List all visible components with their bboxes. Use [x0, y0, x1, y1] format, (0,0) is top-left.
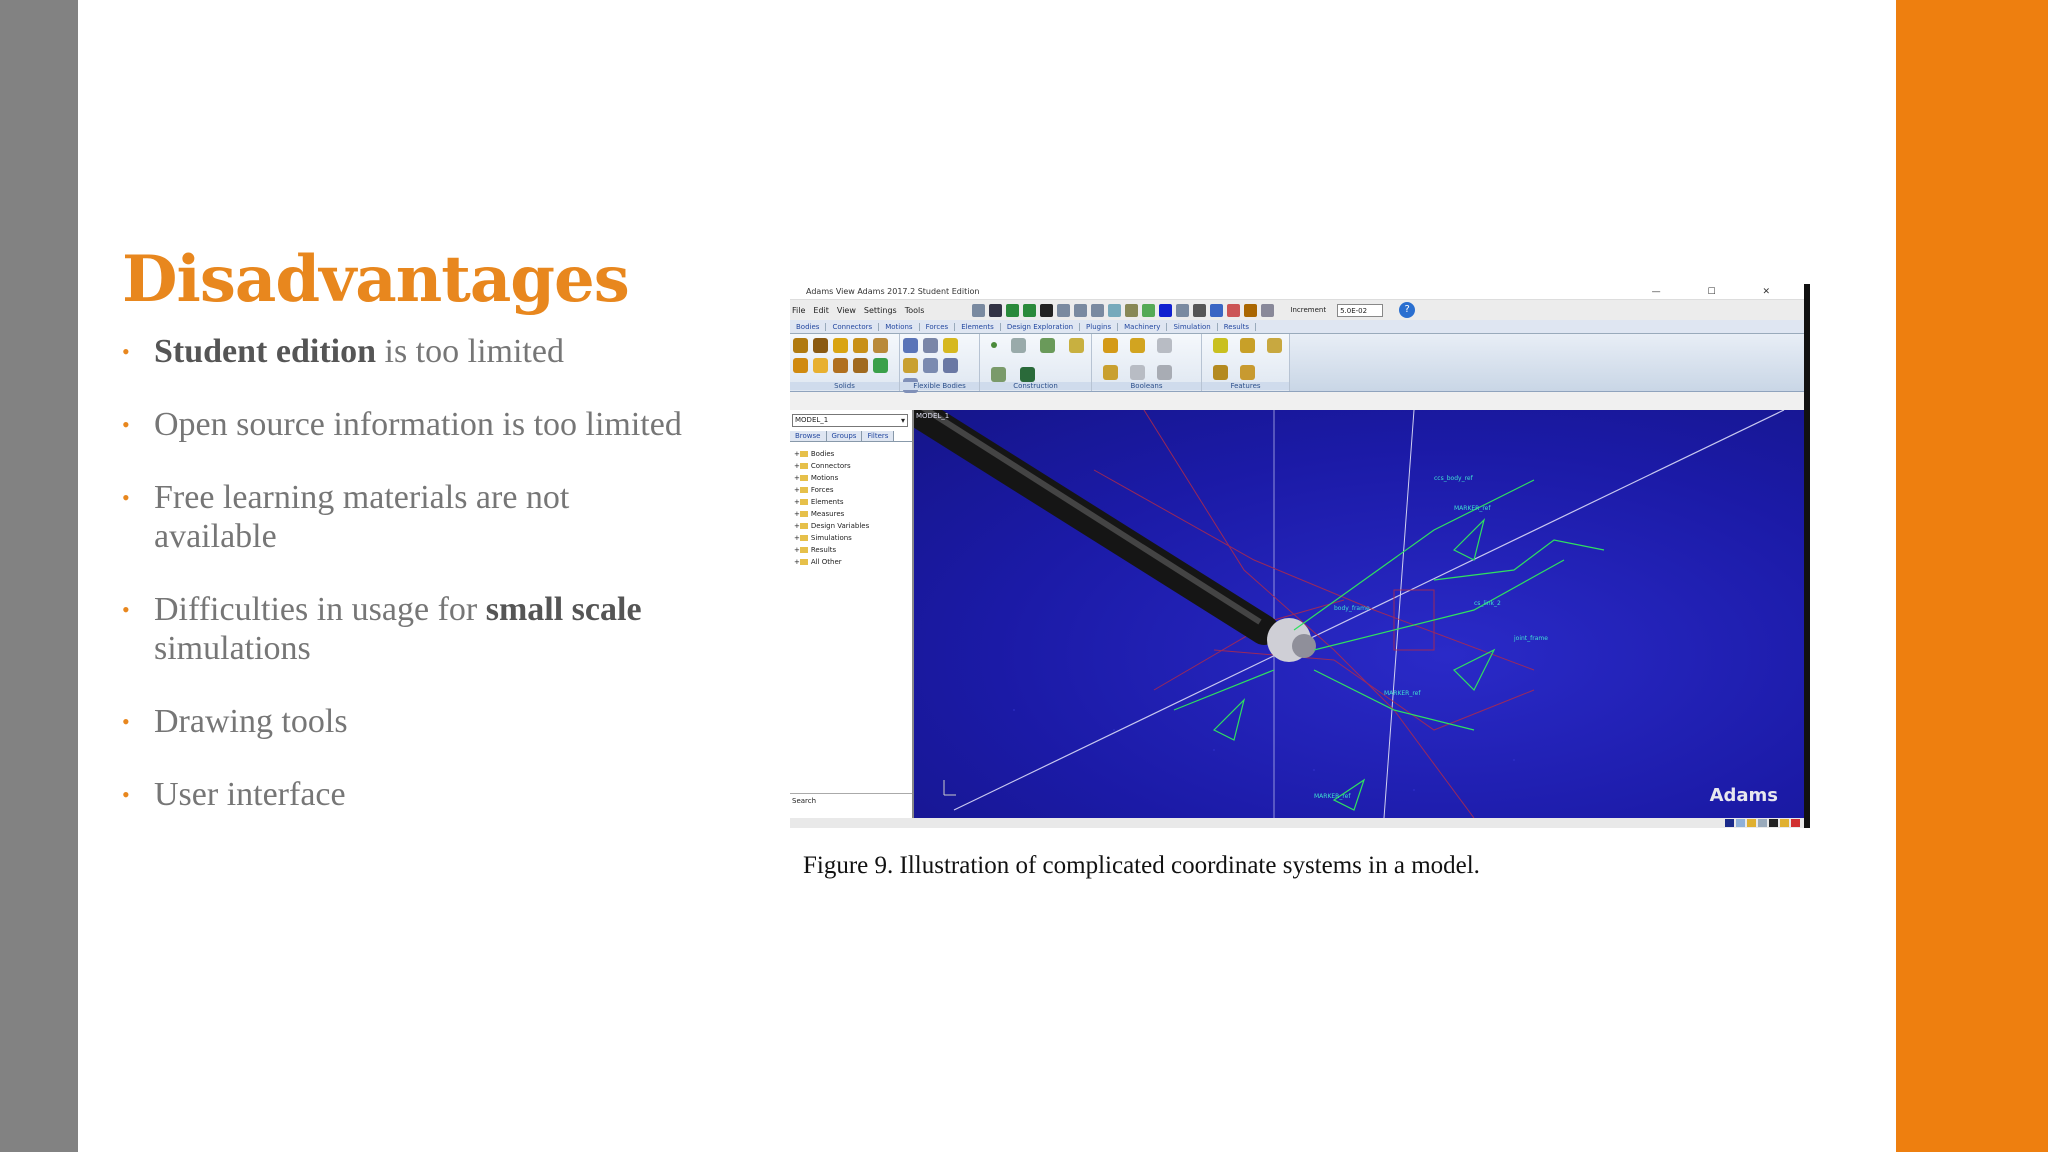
window-title-bar [790, 284, 1804, 300]
status-icons [1725, 819, 1800, 827]
bullet-item [122, 590, 682, 668]
help-icon[interactable]: ? [1399, 302, 1415, 318]
adams-logo: Adams [1709, 785, 1778, 806]
bullet-item [122, 405, 682, 444]
adams-screenshot [790, 284, 1810, 828]
ribbon-group-booleans [1092, 334, 1202, 391]
bullet-text: Drawing tools [154, 703, 348, 740]
status-pin-icon[interactable] [1769, 819, 1778, 827]
sphere-icon[interactable] [833, 338, 848, 353]
pan-icon[interactable] [1227, 304, 1240, 317]
tree-item[interactable]: + Elements [794, 498, 844, 506]
folder-icon [800, 535, 808, 541]
svg-text:MARKER_ref: MARKER_ref [1384, 690, 1421, 697]
bullet-dot-icon: • [122, 339, 130, 364]
boss-icon[interactable] [1213, 365, 1228, 380]
bullet-dot-icon: • [122, 597, 130, 622]
tab-filters[interactable]: Filters [862, 431, 894, 441]
tab-motions[interactable]: Motions [879, 323, 919, 331]
status-stop-icon[interactable] [1791, 819, 1800, 827]
grid-icon[interactable] [1142, 304, 1155, 317]
view-top-icon[interactable] [1074, 304, 1087, 317]
search-field[interactable]: Search [790, 793, 912, 808]
bullet-dot-icon: • [122, 485, 130, 510]
merge-icon[interactable] [1130, 338, 1145, 353]
hole-icon[interactable] [1267, 338, 1282, 353]
status-bar [790, 818, 1804, 828]
zoom-icon[interactable] [1193, 304, 1206, 317]
bullet-dot-icon: • [122, 782, 130, 807]
folder-icon [800, 475, 808, 481]
bullet-item [122, 775, 682, 814]
chamfer-icon[interactable] [1213, 338, 1228, 353]
menu-bar [790, 300, 1804, 320]
ribbon-empty-area [1290, 334, 1804, 391]
folder-icon [800, 523, 808, 529]
marker-icon[interactable] [1011, 338, 1026, 353]
arc-icon[interactable] [1069, 338, 1084, 353]
ribbon-group-construction [980, 334, 1092, 391]
tab-elements[interactable]: Elements [955, 323, 1001, 331]
bullet-item [122, 332, 682, 371]
tree-item[interactable]: + Motions [794, 474, 839, 482]
left-color-band [0, 0, 78, 1152]
tab-forces[interactable]: Forces [920, 323, 956, 331]
axes-icon[interactable] [1125, 304, 1138, 317]
polyline-icon[interactable] [1040, 338, 1055, 353]
view-side-icon[interactable] [1091, 304, 1104, 317]
ribbon-group-label: Features [1202, 382, 1289, 390]
plate-icon[interactable] [813, 358, 828, 373]
split-icon[interactable] [1130, 365, 1145, 380]
status-grid-icon[interactable] [1736, 819, 1745, 827]
flex-import-icon[interactable] [923, 338, 938, 353]
browser-tabs [790, 431, 912, 442]
intersect-icon[interactable] [1157, 338, 1172, 353]
menu-edit[interactable]: Edit [813, 305, 829, 315]
folder-icon [800, 451, 808, 457]
point-icon[interactable] [991, 342, 997, 348]
menu-settings[interactable]: Settings [863, 305, 897, 315]
tree-item[interactable]: + Bodies [794, 450, 835, 458]
bullet-text: Difficulties in usage for [154, 591, 486, 628]
status-folder-icon[interactable] [1780, 819, 1789, 827]
window-controls[interactable]: — ☐ ✕ [1651, 287, 1792, 297]
bullet-text: is too limited [376, 333, 564, 370]
status-light-icon[interactable] [1747, 819, 1756, 827]
bullet-list [122, 332, 682, 848]
tab-design-exploration[interactable]: Design Exploration [1001, 323, 1080, 331]
viewport-model-label: MODEL_1 [916, 412, 950, 420]
ribbon [790, 334, 1804, 392]
window-title: Adams View Adams 2017.2 Student Edition [806, 287, 980, 296]
flex-curve-icon[interactable] [903, 358, 918, 373]
tab-browse[interactable]: Browse [790, 431, 827, 441]
plane-icon[interactable] [1020, 367, 1035, 382]
bullet-item [122, 478, 682, 556]
tree-item[interactable]: + Measures [794, 510, 845, 518]
flex-mesh-icon[interactable] [943, 358, 958, 373]
menu-tools[interactable]: Tools [904, 305, 925, 315]
bullet-strong-text: small scale [485, 591, 642, 628]
folder-icon [800, 511, 808, 517]
extrusion-icon[interactable] [833, 358, 848, 373]
union-icon[interactable] [1103, 338, 1118, 353]
view-iso-icon[interactable] [1108, 304, 1121, 317]
tab-machinery[interactable]: Machinery [1118, 323, 1167, 331]
right-color-band [1896, 0, 2048, 1152]
fit-icon[interactable] [1176, 304, 1189, 317]
spline-icon[interactable] [873, 358, 888, 373]
tree-item[interactable]: + Forces [794, 486, 834, 494]
tab-connectors[interactable]: Connectors [826, 323, 879, 331]
revolution-icon[interactable] [853, 358, 868, 373]
model-tree [790, 448, 912, 568]
model-browser [790, 410, 914, 818]
redo-icon[interactable] [1023, 304, 1036, 317]
bullet-text: simulations [154, 630, 311, 667]
tree-item[interactable]: + All Other [794, 558, 842, 566]
status-info-icon[interactable] [1758, 819, 1767, 827]
figure-caption: Figure 9. Illustration of complicated coordinate systems in a model. [803, 852, 1480, 879]
menu-view[interactable]: View [836, 305, 856, 315]
fillet-icon[interactable] [1240, 338, 1255, 353]
frustum-icon[interactable] [853, 338, 868, 353]
new-icon[interactable] [972, 304, 985, 317]
ribbon-group-label: Solids [790, 382, 899, 390]
folder-icon [800, 463, 808, 469]
tab-simulation[interactable]: Simulation [1167, 323, 1217, 331]
increment-label: Increment [1290, 306, 1327, 314]
ribbon-group-label: Flexible Bodies [900, 382, 979, 390]
render-icon[interactable] [1159, 304, 1172, 317]
svg-text:joint_frame: joint_frame [1514, 635, 1548, 642]
tree-item[interactable]: + Connectors [794, 462, 851, 470]
cylinder-icon[interactable] [813, 338, 828, 353]
ribbon-tabs [790, 320, 1804, 334]
ribbon-group-flexible-bodies [900, 334, 980, 391]
toolbar [972, 304, 1278, 317]
bullet-dot-icon: • [122, 709, 130, 734]
bullet-text: User interface [154, 776, 346, 813]
select-icon[interactable] [1040, 304, 1053, 317]
folder-icon [800, 487, 808, 493]
chain-icon[interactable] [1157, 365, 1172, 380]
bullet-dot-icon: • [122, 412, 130, 437]
ribbon-group-label: Construction [980, 382, 1091, 390]
tab-groups[interactable]: Groups [827, 431, 863, 441]
increment-input[interactable]: 5.0E-02 [1337, 304, 1383, 317]
folder-icon [800, 559, 808, 565]
torus-icon[interactable] [873, 338, 888, 353]
cut-icon[interactable] [1103, 365, 1118, 380]
spline-curve-icon[interactable] [991, 367, 1006, 382]
settings-icon[interactable] [1244, 304, 1257, 317]
ribbon-group-label: Booleans [1092, 382, 1201, 390]
undo-icon[interactable] [1006, 304, 1019, 317]
workspace [790, 410, 1804, 818]
status-render-icon[interactable] [1725, 819, 1734, 827]
shell-icon[interactable] [1240, 365, 1255, 380]
svg-text:cs_link_2: cs_link_2 [1474, 600, 1501, 607]
tab-plugins[interactable]: Plugins [1080, 323, 1118, 331]
bullet-strong-text: Student edition [154, 333, 376, 370]
view-front-icon[interactable] [1057, 304, 1070, 317]
bullet-text: Free learning materials are not available [154, 479, 570, 555]
ribbon-group-features [1202, 334, 1290, 391]
svg-text:MARKER_ref: MARKER_ref [1314, 793, 1351, 800]
3d-viewport[interactable] [914, 410, 1804, 818]
menu-file[interactable]: File [792, 305, 806, 315]
tab-results[interactable]: Results [1218, 323, 1256, 331]
rotate-icon[interactable] [1210, 304, 1223, 317]
tree-item[interactable]: + Results [794, 546, 837, 554]
model-select[interactable]: MODEL_1 ▾ [792, 414, 908, 427]
bullet-text: Open source information is too limited [154, 406, 682, 443]
ribbon-group-solids [790, 334, 900, 391]
link-icon[interactable] [793, 358, 808, 373]
viewport-scene [914, 410, 1804, 818]
flex-link-icon[interactable] [903, 338, 918, 353]
svg-text:ccs_body_ref: ccs_body_ref [1434, 475, 1473, 482]
tree-item[interactable]: + Design Variables [794, 522, 870, 530]
bullet-item [122, 702, 682, 741]
save-icon[interactable] [989, 304, 1002, 317]
svg-text:MARKER_ref: MARKER_ref [1454, 505, 1491, 512]
folder-icon [800, 547, 808, 553]
box-icon[interactable] [793, 338, 808, 353]
search-icon[interactable] [1261, 304, 1274, 317]
tab-bodies[interactable]: Bodies [790, 323, 826, 331]
tree-item[interactable]: + Simulations [794, 534, 852, 542]
folder-icon [800, 499, 808, 505]
flex-swap-icon[interactable] [923, 358, 938, 373]
slide-title: Disadvantages [122, 242, 629, 317]
svg-text:body_frame: body_frame [1334, 605, 1370, 612]
flex-beam-icon[interactable] [943, 338, 958, 353]
